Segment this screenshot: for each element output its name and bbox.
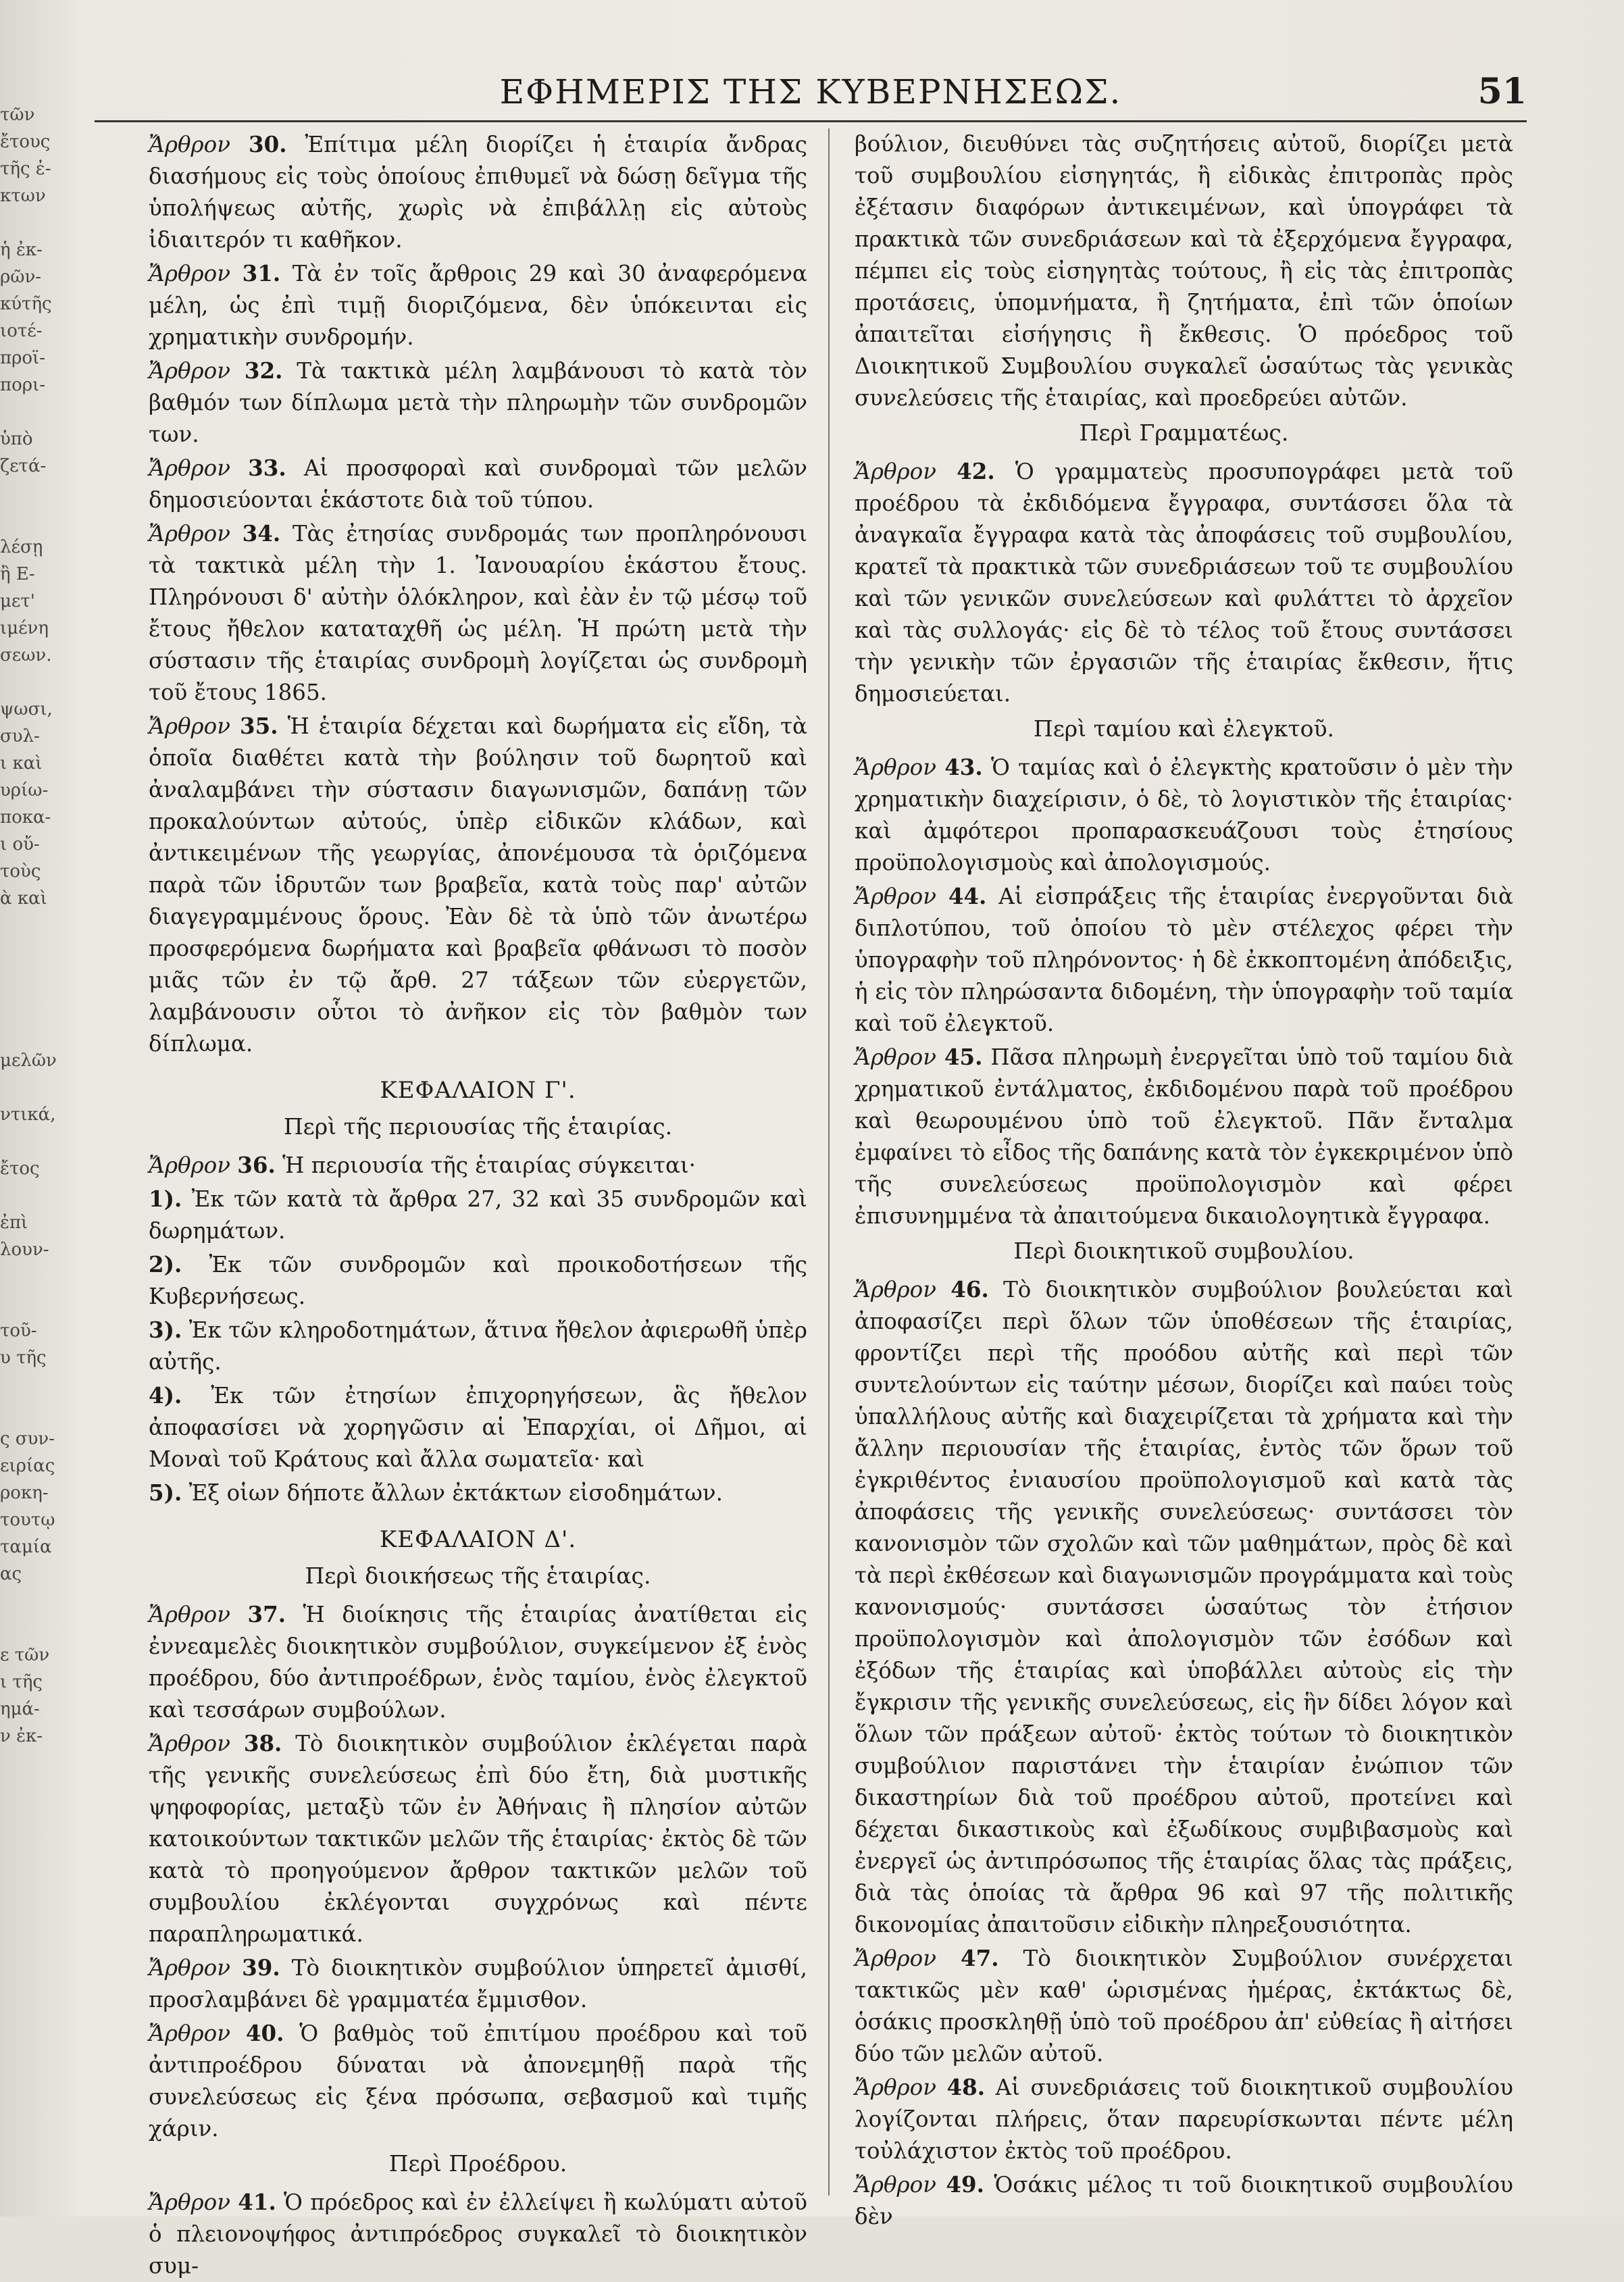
article-text: Ἐκ τῶν ἐτησίων ἐπιχορηγήσεων, ἃς ἤθελον ἀποφασίσει νὰ χορηγῶσιν αἱ Ἐπαρχίαι, οἱ Δῆμοι, αἱ Μοναὶ τοῦ Κράτους καὶ ἄλλα σωματεῖα· καὶ <box>149 1383 807 1472</box>
bleed-fragment <box>0 1371 80 1398</box>
bleed-fragment: προϊ- <box>0 348 46 368</box>
article-paragraph <box>149 128 807 256</box>
article-label: Ἄρθρον <box>149 358 245 384</box>
article-number: 46. <box>950 1276 989 1302</box>
bleed-fragment <box>0 939 80 966</box>
section-subheading: Περὶ διοικήσεως τῆς ἑταιρίας. <box>305 1563 651 1589</box>
bleed-fragment <box>0 1588 80 1615</box>
article-number: 49. <box>946 2171 984 2198</box>
article-paragraph <box>149 1477 807 1509</box>
article-number: 35. <box>240 713 278 739</box>
article-paragraph <box>149 355 807 451</box>
article-text: Πᾶσα πληρωμὴ ἐνεργεῖται ὑπὸ τοῦ ταμίου διὰ χρηματικοῦ ἐντάλματος, ἐκδιδομένου παρὰ τοῦ προέδρου καὶ θεωρουμένου ὑπὸ τοῦ ἐλεγκτοῦ. Πᾶν ἔνταλμα ἐμφαίνει τὸ εἶδος τῆς δαπάνης κατὰ τὸν ἐγκεκριμένον ὑπὸ τῆς συνελεύσεως προϋπολογισμὸν καὶ φέρει ἐπισυνημμένα τὰ ἀπαιτούμενα δικαιολογητικὰ ἔγγραφα. <box>855 1044 1513 1229</box>
bleed-fragment: υ τῆς <box>0 1348 47 1368</box>
article-paragraph <box>149 710 807 1060</box>
article-paragraph <box>149 2017 807 2145</box>
bleed-fragment <box>0 1074 80 1101</box>
header-rule <box>95 120 1527 122</box>
article-number: 48. <box>946 2074 986 2100</box>
article-text: Ἐξ οἱων δήποτε ἄλλων ἐκτάκτων εἰσοδημάτων. <box>182 1480 723 1506</box>
article-number: 31. <box>242 260 281 286</box>
right-column <box>855 128 1513 2229</box>
article-number: 30. <box>248 131 287 157</box>
article-text: Ἡ περιουσία τῆς ἑταιρίας σύγκειται· <box>275 1152 696 1178</box>
article-label: Ἄρθρον <box>855 884 948 909</box>
article-paragraph <box>149 1149 807 1182</box>
article-text: Τὸ διοικητικὸν Συμβούλιον συνέρχεται τακτικῶς μὲν καθ' ὡρισμένας ἡμέρας, ἐκτάκτως δὲ, ὁσάκις προσκληθῇ ὑπὸ τοῦ προέδρου ἀπ' εὐθείας ἢ αἰτήσει δύο τῶν μελῶν αὐτοῦ. <box>855 1946 1513 2067</box>
bleed-fragment <box>0 993 80 1020</box>
article-text: Αἱ προσφοραὶ καὶ συνδρομαὶ τῶν μελῶν δημοσιεύονται ἑκάστοτε διὰ τοῦ τύπου. <box>149 455 807 513</box>
article-label: Ἄρθρον <box>855 755 945 780</box>
article-number: 40. <box>245 2020 284 2046</box>
article-text: Τὸ διοικητικὸν συμβούλιον ὑπηρετεῖ ἀμισθί, προσλαμβάνει δὲ γραμματέα ἔμμισθον. <box>149 1955 807 2012</box>
section-subheading: Περὶ ταμίου καὶ ἐλεγκτοῦ. <box>1033 715 1335 742</box>
section-subheading: Περὶ Προέδρου. <box>388 2150 567 2177</box>
article-number: 42. <box>957 458 995 484</box>
bleed-fragment <box>0 480 80 507</box>
article-number: 38. <box>243 1730 282 1756</box>
bleed-fragment: τουτῳ <box>0 1510 55 1530</box>
bleed-fragment: πορι- <box>0 375 46 395</box>
article-text: Ἡ διοίκησις τῆς ἑταιρίας ἀνατίθεται εἰς ἐννεαμελὲς διοικητικὸν συμβούλιον, συγκείμενον ἐξ ἑνὸς προέδρου, δύο ἀντιπροέδρων, ἑνὸς ταμίου, ἑνὸς ἐλεγκτοῦ καὶ τεσσάρων συμβούλων. <box>149 1602 807 1723</box>
article-number: 2). <box>149 1251 182 1277</box>
bleed-fragment: ημά- <box>0 1699 40 1719</box>
article-paragraph <box>149 452 807 516</box>
article-text: Ἐκ τῶν κληροδοτημάτων, ἅτινα ἤθελον ἀφιερωθῆ ὑπὲρ αὐτῆς. <box>149 1317 807 1375</box>
bleed-fragment <box>0 912 80 939</box>
section-subheading: Περὶ τῆς περιουσίας τῆς ἑταιρίας. <box>283 1113 673 1140</box>
article-paragraph <box>855 880 1513 1040</box>
adjacent-page-bleed <box>0 101 80 2128</box>
bleed-fragment <box>0 1020 80 1047</box>
bleed-fragment: ι καὶ <box>0 753 43 774</box>
article-paragraph <box>149 517 807 709</box>
article-label: Ἄρθρον <box>855 1946 961 1971</box>
article-text: Ἐπίτιμα μέλη διορίζει ἡ ἑταιρία ἄνδρας διασήμους εἰς τοὺς ὁποίους ἐπιθυμεῖ νὰ δώσῃ δεῖγμα τῆς ὑπολήψεως αὐτῆς, χωρὶς νὰ ἐπιβάλλῃ εἰς αὐτοὺς ἰδιαιτερόν τι καθῆκον. <box>149 132 807 253</box>
article-paragraph <box>855 128 1513 414</box>
article-paragraph <box>149 1183 807 1247</box>
article-paragraph <box>855 1273 1513 1941</box>
article-number: 36. <box>237 1152 276 1178</box>
bleed-fragment: συλ- <box>0 726 40 746</box>
bleed-fragment: ἢ Ε- <box>0 564 35 584</box>
article-number: 3). <box>149 1317 182 1343</box>
bleed-fragment: τῆς ἐ- <box>0 159 51 179</box>
bleed-fragment: ν ἐκ- <box>0 1726 43 1746</box>
bleed-fragment: σεων. <box>0 645 52 665</box>
bleed-fragment: ὰ καὶ <box>0 888 47 909</box>
chapter-heading: ΚΕΦΑΛΑΙΟΝ Δ'. <box>379 1526 577 1553</box>
article-number: 4). <box>149 1382 182 1409</box>
article-text: Τὰ τακτικὰ μέλη λαμβάνουσι τὸ κατὰ τὸν βαθμόν των δίπλωμα μετὰ τὴν πληρωμὴν τῶν συνδρομῶν των. <box>149 358 807 447</box>
article-text: Ὁ ταμίας καὶ ὁ ἐλεγκτὴς κρατοῦσιν ὁ μὲν τὴν χρηματικὴν διαχείρισιν, ὁ δὲ, τὸ λογιστικὸν τῆς ἑταιρίας· καὶ ἀμφότεροι προπαρασκευάζουσι τοὺς ἐτησίους προϋπολογισμοὺς καὶ ἀπολογισμούς. <box>855 755 1513 876</box>
bleed-fragment: υρίω- <box>0 780 49 801</box>
bleed-fragment <box>0 669 80 696</box>
bleed-fragment: ιμένη <box>0 618 49 638</box>
bleed-fragment <box>0 1128 80 1155</box>
article-label: Ἄρθρον <box>855 2172 946 2198</box>
bleed-fragment: ντικά, <box>0 1105 56 1125</box>
article-paragraph <box>149 257 807 353</box>
article-paragraph <box>149 1598 807 1726</box>
article-number: 1). <box>149 1186 182 1212</box>
bleed-fragment <box>0 209 80 236</box>
article-label: Ἄρθρον <box>855 2075 947 2100</box>
bleed-fragment: ροκη- <box>0 1483 49 1503</box>
article-text: Ὁ βαθμὸς τοῦ ἐπιτίμου προέδρου καὶ τοῦ ἀντιπροέδρου δύναται νὰ ἀπονεμηθῇ παρὰ τῆς συνελεύσεως εἰς ξένα πρόσωπα, σεβασμοῦ καὶ τιμῆς χάριν. <box>149 2021 807 2141</box>
page-header <box>95 64 1527 125</box>
bleed-fragment: λουν- <box>0 1240 49 1260</box>
bleed-fragment: ς συν- <box>0 1429 55 1449</box>
bleed-fragment <box>0 1398 80 1425</box>
article-text: Ὁ γραμματεὺς προσυπογράφει μετὰ τοῦ προέδρου τὰ ἐκδιδόμενα ἔγγραφα, συντάσσει ὅλα τὰ ἀναγκαῖα ἔγγραφα κατὰ τὰς ἀποφάσεις τοῦ συμβουλίου, κρατεῖ τὰ πρακτικὰ τῶν συνεδριάσεων τοῦ τε συμβουλίου καὶ τῶν γενικῶν συνελεύσεων καὶ φυλάττει τὸ ἀρχεῖον καὶ τὰς συλλογάς· εἰς δὲ τὸ τέλος τοῦ ἔτους συντάσσει τὴν γενικὴν τῶν ἐργασιῶν τῆς ἑταιρίας ἔκθεσιν, ἥτις δημοσιεύεται. <box>855 459 1513 707</box>
article-number: 37. <box>247 1601 286 1627</box>
bleed-fragment: τῶν <box>0 105 35 125</box>
bleed-fragment: ψωσι, <box>0 699 53 719</box>
bleed-fragment: ιοτέ- <box>0 321 43 341</box>
article-paragraph <box>149 1248 807 1313</box>
article-paragraph <box>855 1942 1513 2070</box>
bleed-fragment: τοὺς <box>0 861 41 882</box>
bleed-fragment: ειρίας <box>0 1456 55 1476</box>
bleed-fragment: τοῦ- <box>0 1321 37 1341</box>
bleed-fragment: κτων <box>0 186 46 206</box>
bleed-fragment <box>0 507 80 534</box>
article-number: 33. <box>248 455 286 481</box>
article-label: Ἄρθρον <box>149 261 243 286</box>
bleed-fragment <box>0 1263 80 1290</box>
article-text: Αἱ εἰσπράξεις τῆς ἑταιρίας ἐνεργοῦνται διὰ διπλοτύπου, τοῦ ὁποίου τὸ μὲν στέλεχος φέρει τὴν ὑπογραφὴν τοῦ πληρόνοντος· ἡ δὲ ἐκκοπτομένη ἀπόδειξις, ἡ εἰς τὸν πληρώσαντα διδομένη, τὴν ὑπογραφὴν τοῦ ταμία καὶ τοῦ ἐλεγκτοῦ. <box>855 884 1513 1036</box>
section-subheading: Περὶ διοικητικοῦ συμβουλίου. <box>1013 1238 1354 1264</box>
article-text: Ὁ πρόεδρος καὶ ἐν ἐλλείψει ἢ κωλύματι αὐτοῦ ὁ πλειονοψήφος ἀντιπρόεδρος συγκαλεῖ τὸ διοικητικὸν συμ- <box>149 2189 807 2279</box>
article-text: Ἡ ἑταιρία δέχεται καὶ δωρήματα εἰς εἴδη, τὰ ὁποῖα διαθέτει κατὰ τὴν βούλησιν τοῦ δωρητοῦ καὶ ἀναλαμβάνει τὴν σύστασιν διαγωνισμῶν, δαπάνῃ τῶν προκαλούντων αὐτούς, ὑπὲρ εἰδικῶν κλάδων, καὶ ἀντικειμένων τῆς γεωργίας, ἀπονέμουσα τὰ ὁριζόμενα παρὰ τῶν ἱδρυτῶν των βραβεῖα, κατὰ τοὺς παρ' αὐτῶν διαγεγραμμένους ὅρους. Ἐὰν δὲ τὰ ὑπὸ τῶν ἀνωτέρω προσφερόμενα δωρήματα καὶ βραβεῖα φθάνωσι τὸ ποσὸν μιᾶς τῶν ἐν τῷ ἄρθ. 27 τάξεων τῶν εὐεργετῶν, λαμβάνουσιν οὗτοι τὸ ἀνῆκον εἰς τὸν βαθμὸν των δίπλωμα. <box>149 713 807 1057</box>
article-paragraph <box>149 1952 807 2016</box>
bleed-fragment <box>0 1182 80 1209</box>
bleed-fragment: ταμία <box>0 1537 52 1557</box>
bleed-fragment: ι οὔ- <box>0 834 40 855</box>
bleed-fragment: ἡ ἐκ- <box>0 240 43 260</box>
article-label: Ἄρθρον <box>149 132 249 157</box>
article-number: 39. <box>242 1954 280 1981</box>
article-paragraph <box>855 455 1513 710</box>
article-label: Ἄρθρον <box>855 1277 951 1302</box>
article-paragraph <box>149 1314 807 1378</box>
bleed-fragment: ἔτους <box>0 132 51 152</box>
article-text: Ἐκ τῶν κατὰ τὰ ἄρθρα 27, 32 καὶ 35 συνδρομῶν καὶ δωρημάτων. <box>149 1186 807 1244</box>
bleed-fragment: ε τῶν <box>0 1645 50 1665</box>
article-label: Ἄρθρον <box>149 713 240 739</box>
section-subheading: Περὶ Γραμματέως. <box>1079 420 1289 446</box>
article-paragraph <box>855 2169 1513 2233</box>
article-paragraph <box>149 1727 807 1950</box>
bleed-fragment: ἐπὶ <box>0 1213 28 1233</box>
bleed-fragment <box>0 1615 80 1642</box>
bleed-fragment <box>0 966 80 993</box>
bleed-fragment: ἔτος <box>0 1159 40 1179</box>
article-paragraph <box>149 2186 807 2282</box>
article-number: 45. <box>944 1044 983 1070</box>
article-label: Ἄρθρον <box>149 1602 248 1627</box>
article-number: 44. <box>948 883 987 909</box>
article-label: Ἄρθρον <box>149 2189 238 2215</box>
article-label: Ἄρθρον <box>149 1731 244 1756</box>
article-text: Τὸ διοικητικὸν συμβούλιον βουλεύεται καὶ ἀποφασίζει περὶ ὅλων τῶν ὑποθέσεων τῆς ἑταιρίας, φροντίζει περὶ τῆς προόδου αὐτῆς καὶ περὶ τῶν συντελούντων εἰς ταύτην μέσων, διορίζει καὶ παύει τοὺς ὑπαλλήλους αὐτῆς καὶ διαχειρίζεται τὰ χρήματα καὶ τὴν ἄλλην περιουσίαν τῆς ἑταιρίας, ἐντὸς τῶν ὅρων τοῦ ἐγκριθέντος ἐνιαυσίου προϋπολογισμοῦ καὶ κατὰ τὰς ἀποφάσεις τῆς γενικῆς συνελεύσεως· συντάσσει τὸν κανονισμὸν τῶν σχολῶν καὶ τῶν μαθημάτων, πρὸς δὲ καὶ τὰ περὶ ἐκθέσεων καὶ διαγωνισμῶν προγράμματα καὶ τοὺς κανονισμούς· συντάσσει ὡσαύτως τὸν ἐτήσιον προϋπολογισμὸν καὶ ἀπολογισμὸν τῶν ἐσόδων καὶ ἐξόδων τῆς ἑταιρίας καὶ ὑποβάλλει αὐτοὺς εἰς τὴν ἔγκρισιν τῆς γενικῆς συνελεύσεως, εἰς ἣν δίδει λόγον καὶ ὅλων τῶν πράξεων αὐτοῦ· ἐκτὸς τούτων τὸ διοικητικὸν συμβούλιον παριστάνει τὴν ἑταιρίαν ἐνώπιον τῶν δικαστηρίων διὰ τοῦ προέδρου αὐτοῦ, προτείνει καὶ δέχεται δικαστικοὺς καὶ ἐξωδίκους συμβιβασμοὺς καὶ ἐνεργεῖ ὡς ἀντιπρόσωπος τῆς ἑταιρίας ὅλας τὰς πράξεις, διὰ τὰς ὁποίας τὰ ἄρθρα 96 καὶ 97 τῆς πολιτικῆς δικονομίας ἀπαιτοῦσιν εἰδικὴν πληρεξουσιότητα. <box>855 1277 1513 1937</box>
article-paragraph <box>855 751 1513 879</box>
bleed-fragment: μελῶν <box>0 1050 57 1071</box>
bleed-fragment: ποκα- <box>0 807 51 828</box>
bleed-fragment: ι τῆς <box>0 1672 43 1692</box>
bleed-fragment: ζετά- <box>0 456 47 476</box>
bleed-fragment: κύτῆς <box>0 294 52 314</box>
article-number: 41. <box>238 2189 276 2215</box>
article-paragraph <box>855 1041 1513 1232</box>
bleed-fragment: ὑπὸ <box>0 429 33 449</box>
bleed-fragment <box>0 399 80 426</box>
article-number: 47. <box>960 1945 999 1971</box>
article-number: 5). <box>149 1479 182 1506</box>
chapter-heading: ΚΕΦΑΛΑΙΟΝ Γ'. <box>380 1077 576 1104</box>
bleed-fragment: λέσῃ <box>0 537 43 557</box>
article-paragraph <box>149 1379 807 1475</box>
article-label: Ἄρθρον <box>149 1955 243 1981</box>
article-label: Ἄρθρον <box>855 1044 944 1070</box>
article-text: Αἱ συνεδριάσεις τοῦ διοικητικοῦ συμβουλίου λογίζονται πλήρεις, ὅταν παρευρίσκωνται πέντε μέλη τοὐλάχιστον ἐκτὸς τοῦ προέδρου. <box>855 2075 1513 2164</box>
article-label: Ἄρθρον <box>149 2021 246 2046</box>
column-divider <box>828 128 830 2196</box>
article-text: Ὁσάκις μέλος τι τοῦ διοικητικοῦ συμβουλίου δὲν <box>855 2172 1513 2229</box>
left-column <box>149 128 807 2279</box>
article-number: 34. <box>242 520 281 547</box>
article-number: 43. <box>944 754 983 780</box>
bleed-fragment: ας <box>0 1564 22 1584</box>
page-number: 51 <box>1477 71 1527 112</box>
article-text: βούλιον, διευθύνει τὰς συζητήσεις αὐτοῦ, διορίζει μετὰ τοῦ συμβουλίου εἰσηγητάς, ἢ εἰδικὰς ἐπιτροπὰς πρὸς ἐξέτασιν διαφόρων ἀντικειμένων, καὶ ὑπογράφει τὰ πρακτικὰ τῶν συνεδριάσεων καὶ τὰ ἐξερχόμενα ἔγγραφα, πέμπει εἰς τοὺς εἰσηγητὰς τούτους, ἢ εἰς τὰς ἐπιτροπὰς προτάσεις, ὑπομνήματα, ἢ ζητήματα, ἐπὶ τῶν ὁποίων ἀπαιτεῖται εἰσήγησις ἢ ἔκθεσις. Ὁ πρόεδρος τοῦ Διοικητικοῦ Συμβουλίου συγκαλεῖ ὡσαύτως τὰς γενικὰς συνελεύσεις τῆς ἑταιρίας, καὶ προεδρεύει αὐτῶν. <box>855 131 1513 411</box>
article-label: Ἄρθρον <box>149 455 249 481</box>
bleed-fragment: μετ' <box>0 591 35 611</box>
page-title: ΕΦΗΜΕΡΙΣ ΤΗΣ ΚΥΒΕΡΝΗΣΕΩΣ. <box>499 72 1122 111</box>
article-text: Τὰ ἐν τοῖς ἄρθροις 29 καὶ 30 ἀναφερόμενα μέλη, ὡς ἐπὶ τιμῇ διοριζόμενα, δὲν ὑπόκεινται εἰς χρηματικὴν συνδρομήν. <box>149 261 807 350</box>
bleed-fragment <box>0 1290 80 1317</box>
article-label: Ἄρθρον <box>855 459 957 484</box>
article-text: Τὰς ἐτησίας συνδρομάς των προπληρόνουσι τὰ τακτικὰ μέλη τὴν 1. Ἰανουαρίου ἑκάστου ἔτους. Πληρόνουσι δ' αὐτὴν ὁλόκληρον, καὶ ἐὰν ἐν τῷ μέσῳ τοῦ ἔτους ἤθελον καταταχθῆ ὡς μέλη. Ἡ πρώτη μετὰ τὴν σύστασιν τῆς ἑταιρίας συνδρομὴ λογίζεται ὡς συνδρομὴ τοῦ ἔτους 1865. <box>149 521 807 705</box>
article-label: Ἄρθρον <box>149 1152 238 1178</box>
article-paragraph <box>855 2071 1513 2167</box>
article-text: Ἐκ τῶν συνδρομῶν καὶ προικοδοτήσεων τῆς Κυβερνήσεως. <box>149 1252 807 1309</box>
article-number: 32. <box>244 357 283 384</box>
article-label: Ἄρθρον <box>149 521 243 547</box>
bleed-fragment: ρῶν- <box>0 267 42 287</box>
article-text: Τὸ διοικητικὸν συμβούλιον ἐκλέγεται παρὰ τῆς γενικῆς συνελεύσεως ἐπὶ δύο ἔτη, διὰ μυστικῆς ψηφοφορίας, μεταξὺ τῶν ἐν Ἀθήναις ἢ πλησίον αὐτῶν κατοικούντων τακτικῶν μελῶν τῆς ἑταιρίας· ἐκτὸς δὲ τῶν κατὰ τὸ προηγούμενον ἄρθρον τακτικῶν μελῶν τοῦ συμβουλίου ἐκλέγονται συγχρόνως καὶ πέντε παραπληρωματικά. <box>149 1731 807 1947</box>
